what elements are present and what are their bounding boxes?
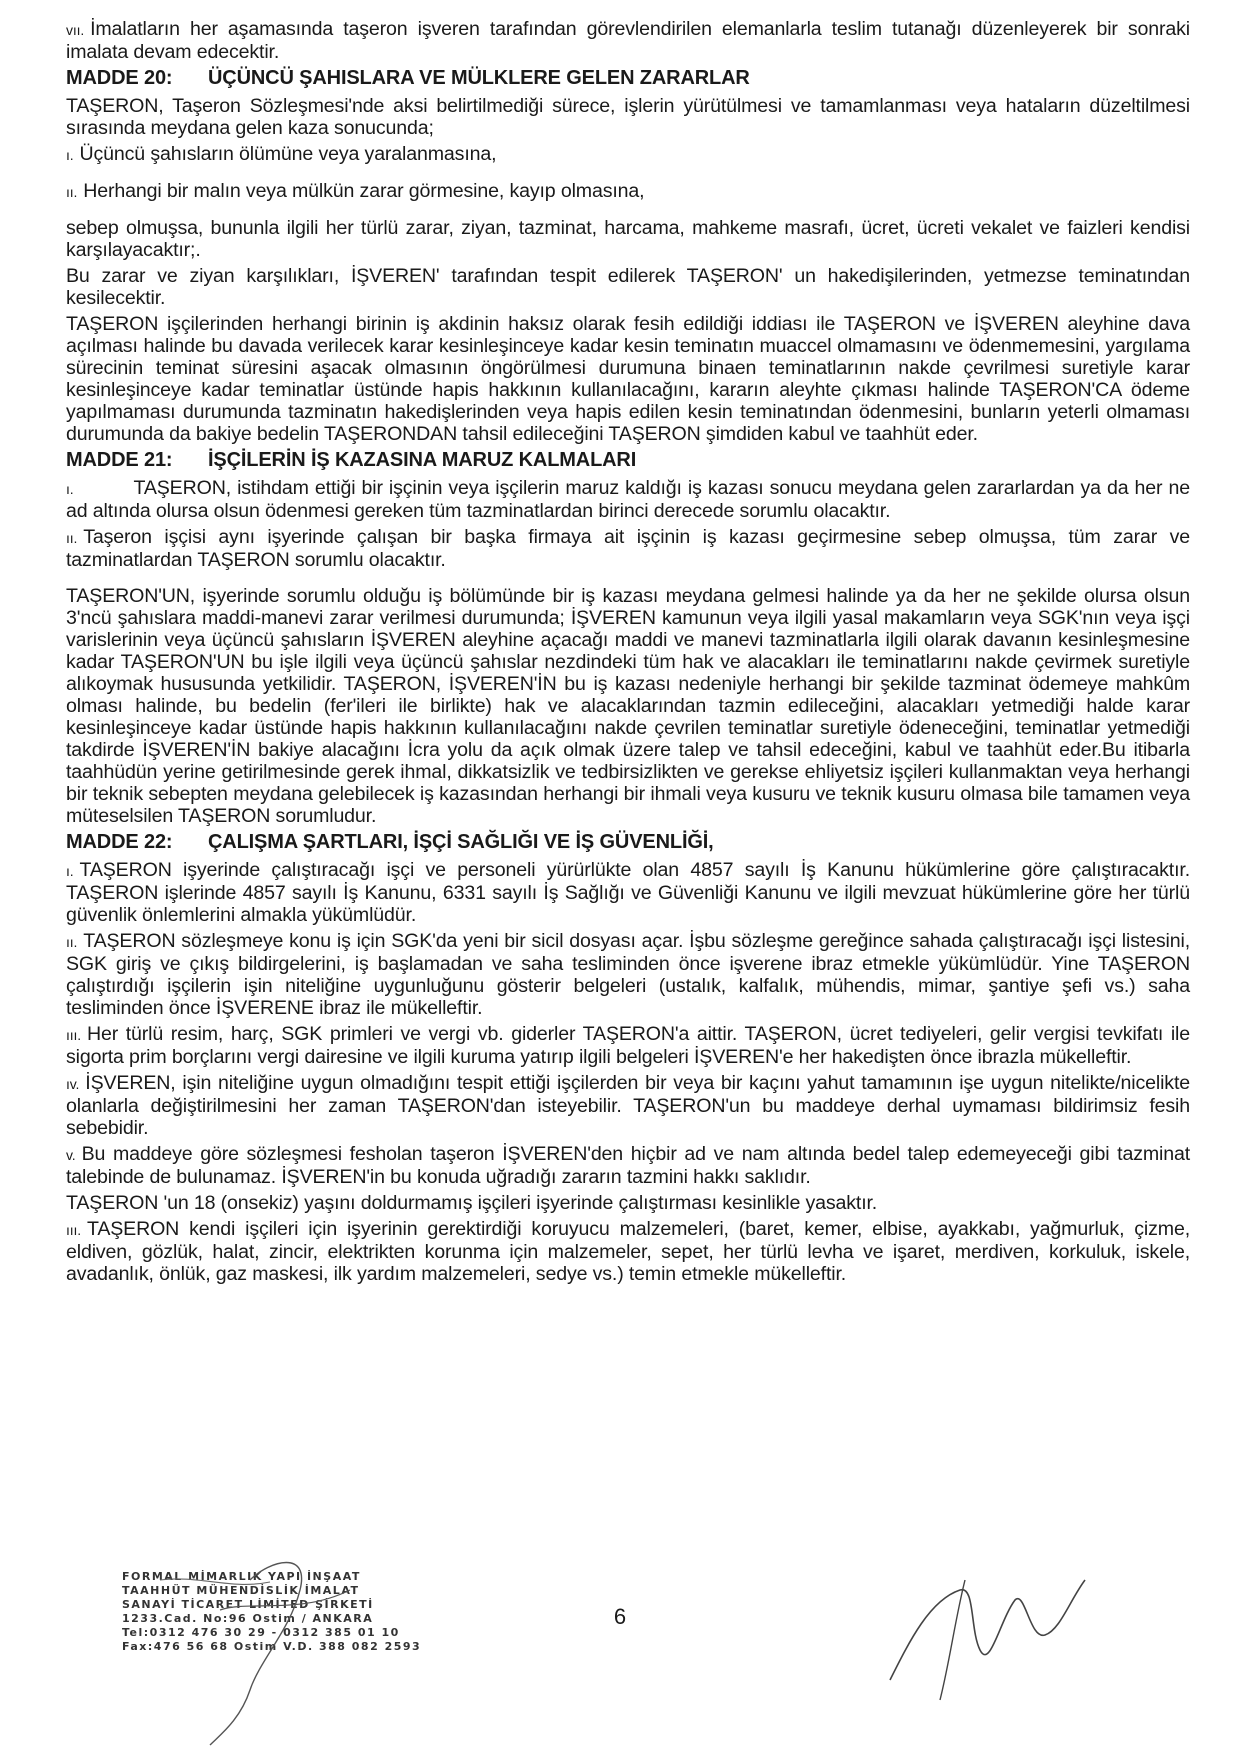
roman-numeral: ı.	[66, 863, 74, 879]
article-22-heading	[66, 831, 1190, 853]
intro-paragraph	[66, 18, 1190, 63]
list-item-text: TAŞERON, istihdam ettiği bir işçinin veya işçilerin maruz kaldığı iş kazası sonucu meydana gelen zararlardan ya da her ne ad altında olursa olsun ödenmesi gereken tüm tazminatlardan birinci derecede sorumlu olacaktır.	[66, 477, 1190, 522]
article-number: MADDE 21:	[66, 449, 173, 471]
paragraph: TAŞERON 'un 18 (onsekiz) yaşını doldurmamış işçileri işyerinde çalıştırması kesinlikle yasaktır.	[66, 1192, 878, 1214]
list-item	[66, 1218, 1190, 1285]
stamp-line: FORMAL MİMARLIK YAPI İNŞAAT	[122, 1570, 361, 1583]
roman-numeral: vıı.	[66, 22, 85, 38]
list-item	[66, 859, 1190, 926]
list-item	[66, 143, 1190, 166]
list-item-text: Üçüncü şahısların ölümüne veya yaralanmasına,	[79, 143, 497, 165]
stamp-line: Fax:476 56 68 Ostim V.D. 388 082 2593	[122, 1640, 422, 1653]
list-item-text: Her türlü resim, harç, SGK primleri ve vergi vb. giderler TAŞERON'a aittir. TAŞERON, ücret tediyeleri, gelir vergisi tevkifatı ile sigorta prim borçlarını vergi dairesine ve ilgili kuruma yatırıp ilgili belgeleri İŞVEREN'e her hakedişten önce ibrazla mükelleftir.	[66, 1023, 1190, 1068]
roman-numeral: ııı.	[66, 1027, 81, 1043]
signature-right	[880, 1560, 1100, 1710]
roman-numeral: ııı.	[66, 1222, 81, 1238]
list-item-text: TAŞERON işyerinde çalıştıracağı işçi ve personeli yürürlükte olan 4857 sayılı İş Kanunu hükümlerine göre çalıştıracaktır. TAŞERON işlerinde 4857 sayılı İş Kanunu, 6331 sayılı İş Sağlığı ve Güvenliği Kanunu ve ilgili mevzuat hükümlerine göre her türlü güvenlik önlemlerini almakla yükümlüdür.	[66, 859, 1190, 926]
paragraph: TAŞERON'UN, işyerinde sorumlu olduğu iş bölümünde bir iş kazası meydana gelmesi halinde ya da her ne şekilde olursa olsun 3'ncü şahıslara maddi-manevi zarar verilmesi durumunda; İŞVEREN kamunun veya ilgili yasal makamların veya SGK'nın veya işçi varislerinin veya üçüncü şahısların İŞVEREN aleyhine açacağı maddi ve manevi tazminatlarla ilgili olarak davanın kesinleşmesine kadar TAŞERON'UN bu işle ilgili veya üçüncü şahıslar nezdindeki tüm hak ve alacakları ile teminatlarını nakde çevirmek suretiyle alıkoymak hususunda yetkilidir. TAŞERON, İŞVEREN'İN bu iş kazası nedeniyle herhangi bir şekilde tazminat ödemeye mahkûm olması halinde, bu bedelin (fer'ileri ile birlikte) hak ve alacaklarından tazmin edileceğini, alacakları yetmediği halde karar kesinleşinceye kadar üstünde hapis hakkının kullanılacağını nakde çevrilen teminatlar suretiyle ödeneceğini, teminatlar yetmediği takdirde İŞVEREN'İN bakiye alacağını İcra yolu da açık olmak üzere talep ve tahsil edeceğini, kabul ve taahhüt eder.Bu itibarla taahhüdün yerine getirilmesinde gerek ihmal, dikkatsizlik ve tedbirsizlikten ve gerekse ehliyetsiz işçileri kullanmaktan veya herhangi bir teknik sebepten meydana gelebilecek iş kazasından herhangi bir ihmali veya kusuru ve teknik kusuru olmasa bile tamamen veya müteselsilen TAŞERON sorumludur.	[66, 585, 1190, 827]
stamp-line: 1233.Cad. No:96 Ostim / ANKARA	[122, 1612, 374, 1625]
list-item	[66, 526, 1190, 571]
article-21-heading	[66, 449, 1190, 471]
article-number: MADDE 20:	[66, 67, 173, 89]
intro-text: İmalatların her aşamasında taşeron işveren tarafından görevlendirilen elemanlarla teslim tutanağı düzenleyerek bir sonraki imalata devam edecektir.	[66, 18, 1190, 63]
paragraph: Bu zarar ve ziyan karşılıkları, İŞVEREN' tarafından tespit edilerek TAŞERON' un hakedişilerinden, yetmezse teminatından kesilecektir.	[66, 265, 1190, 309]
paragraph: TAŞERON işçilerinden herhangi birinin iş akdinin haksız olarak fesih edildiği iddiası ile TAŞERON ve İŞVEREN aleyhine dava açılması halinde bu davada verilecek karar kesinleşinceye kadar kesin teminatın muaccel olmamasını ve ödenmemesini, yargılama sürecinin teminat süresini aşacak olmasının öngörülmesi durumuna binaen teminatlarının nakde çevrilmesi suretiyle karar kesinleşinceye kadar teminatlar üstünde hapis hakkının kullanılacağını, kararın aleyhte çıkması halinde TAŞERON'CA ödeme yapılmaması durumunda tazminatın hakedişlerinden veya hapis edilen kesin teminatından ödenmesini, bunların yeterli olmaması durumunda da bakiye bedelin TAŞERONDAN tahsil edileceğini TAŞERON şimdiden kabul ve taahhüt eder.	[66, 313, 1190, 445]
roman-numeral: ıv.	[66, 1076, 80, 1092]
signature-left	[100, 1520, 360, 1750]
list-item-text: İŞVEREN, işin niteliğine uygun olmadığını tespit ettiği işçilerden bir veya bir kaçını yahut tamamının işe uygun nitelikte/nicelikte olanlarla değiştirilmesini her zaman TAŞERON'dan isteyebilir. TAŞERON'un bu maddeye derhal uymaması bildirimsiz fesih sebebidir.	[66, 1072, 1190, 1139]
article-title: ÜÇÜNCÜ ŞAHISLARA VE MÜLKLERE GELEN ZARARLAR	[208, 67, 750, 89]
document-body	[66, 18, 1190, 1289]
list-item-text: Bu maddeye göre sözleşmesi fesholan taşeron İŞVEREN'den hiçbir ad ve nam altında bedel talep edemeyeceği gibi tazminat talebinde de bulunamaz. İŞVEREN'in bu konuda uğradığı zararın tazmini hakkı saklıdır.	[66, 1143, 1190, 1188]
stamp-line: TAAHHÜT MÜHENDİSLİK İMALAT	[122, 1584, 360, 1597]
roman-numeral: ı.	[66, 147, 74, 163]
list-item-text: TAŞERON kendi işçileri için işyerinin gerektirdiği koruyucu malzemeleri, (baret, kemer, elbise, ayakkabı, yağmurluk, çizme, eldiven, gözlük, halat, zincir, elektrikten korunma için malzemeler, sepet, her türlü levha ve işaret, merdiven, korkuluk, iskele, avadanlık, önlük, gaz maskesi, ilk yardım malzemeleri, sedye vs.) temin etmekle mükelleftir.	[66, 1218, 1190, 1285]
list-item	[66, 1072, 1190, 1139]
article-20-heading	[66, 67, 1190, 89]
page-number: 6	[613, 1604, 627, 1629]
roman-numeral: ıı.	[66, 530, 78, 546]
roman-numeral: ı.	[66, 481, 74, 497]
roman-numeral: v.	[66, 1147, 76, 1163]
list-item-text: Taşeron işçisi aynı işyerinde çalışan bir başka firmaya ait işçinin iş kazası geçirmesine sebep olmuşsa, tüm zarar ve tazminatlardan TAŞERON sorumlu olacaktır.	[66, 526, 1190, 571]
list-item-text: Herhangi bir malın veya mülkün zarar görmesine, kayıp olmasına,	[83, 180, 645, 202]
article-title: İŞÇİLERİN İŞ KAZASINA MARUZ KALMALARI	[208, 449, 637, 471]
stamp-line: SANAYİ TİCARET LİMİTED ŞİRKETİ	[122, 1598, 374, 1611]
stamp-line: Tel:0312 476 30 29 - 0312 385 01 10	[122, 1626, 400, 1639]
list-item	[66, 930, 1190, 1019]
list-item	[66, 1023, 1190, 1068]
list-item-text: TAŞERON sözleşmeye konu iş için SGK'da yeni bir sicil dosyası açar. İşbu sözleşme gereğince sahada çalıştıracağı işçi listesini, SGK giriş ve çıkış bildirgelerini, iş başlamadan ve saha tesliminden önce işverene ibraz etmekle yükümlüdür. Yine TAŞERON çalıştırdığı işçilerin işin niteliğine uygunluğunu gösterir belgeleri (ustalık, kalfalık, mühendis, mimar, şantiye şefi vs.) saha tesliminden önce İŞVERENE ibraz ile mükelleftir.	[66, 930, 1190, 1019]
roman-numeral: ıı.	[66, 184, 78, 200]
list-item	[66, 1143, 1190, 1188]
article-title: ÇALIŞMA ŞARTLARI, İŞÇİ SAĞLIĞI VE İŞ GÜVENLİĞİ,	[208, 831, 714, 853]
paragraph: TAŞERON, Taşeron Sözleşmesi'nde aksi belirtilmediği sürece, işlerin yürütülmesi ve tamamlanması veya hataların düzeltilmesi sırasında meydana gelen kaza sonucunda;	[66, 95, 1190, 139]
list-item	[66, 180, 1190, 203]
list-item	[66, 477, 1190, 522]
article-number: MADDE 22:	[66, 831, 173, 853]
roman-numeral: ıı.	[66, 934, 78, 950]
paragraph: sebep olmuşsa, bununla ilgili her türlü zarar, ziyan, tazminat, harcama, mahkeme masrafı, ücret, ücreti vekalet ve faizleri kendisi karşılayacaktır;.	[66, 217, 1190, 261]
